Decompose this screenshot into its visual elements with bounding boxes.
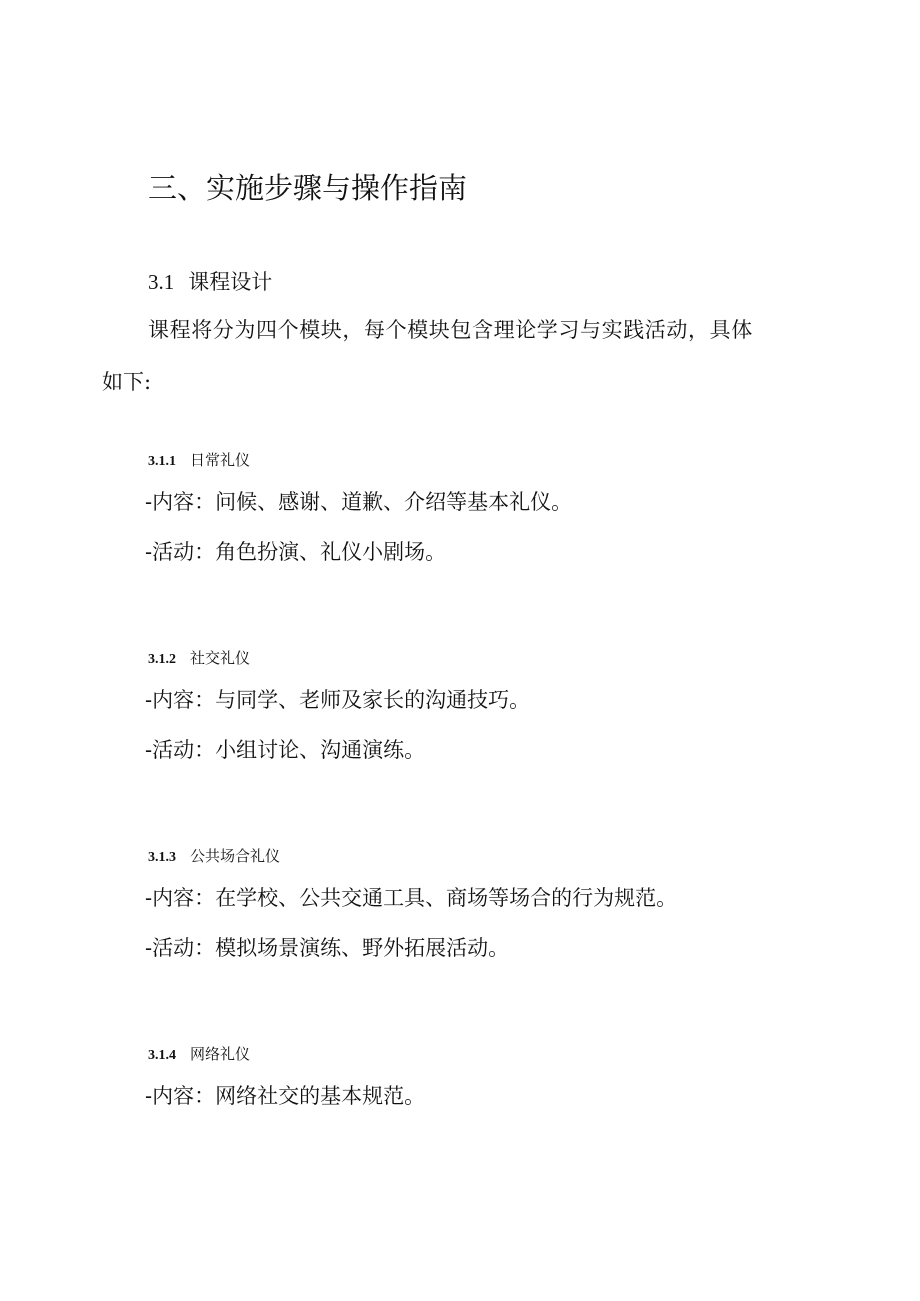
module-number: 3.1.4: [148, 1048, 176, 1063]
module-title: 社交礼仪: [190, 649, 251, 667]
subsection-heading: [148, 267, 272, 297]
module-title: 网络礼仪: [190, 1045, 251, 1063]
module-heading: [148, 1043, 250, 1067]
module-activity: -活动：角色扮演、礼仪小剧场。: [145, 540, 447, 564]
module-content: -内容：问候、感谢、道歉、介绍等基本礼仪。: [145, 490, 573, 514]
section-title: 三、实施步骤与操作指南: [148, 171, 468, 205]
module-activity: -活动：小组讨论、沟通演练。: [145, 738, 426, 762]
module-number: 3.1.2: [148, 652, 176, 667]
module-title: 日常礼仪: [190, 451, 251, 469]
module-content: -内容：在学校、公共交通工具、商场等场合的行为规范。: [145, 886, 678, 910]
intro-line-2: 如下:: [102, 370, 152, 394]
module-content: -内容：网络社交的基本规范。: [145, 1084, 426, 1108]
module-content: -内容：与同学、老师及家长的沟通技巧。: [145, 688, 531, 712]
module-heading: [148, 449, 250, 473]
subsection-number: 3.1: [148, 270, 175, 294]
module-heading: [148, 647, 250, 671]
intro-line-1: 课程将分为四个模块，每个模块包含理论学习与实践活动，具体: [148, 318, 753, 342]
module-activity: -活动：模拟场景演练、野外拓展活动。: [145, 936, 510, 960]
module-number: 3.1.1: [148, 454, 176, 469]
module-heading: [148, 845, 280, 869]
module-title: 公共场合礼仪: [190, 847, 281, 865]
module-number: 3.1.3: [148, 850, 176, 865]
subsection-title: 课程设计: [188, 270, 273, 294]
